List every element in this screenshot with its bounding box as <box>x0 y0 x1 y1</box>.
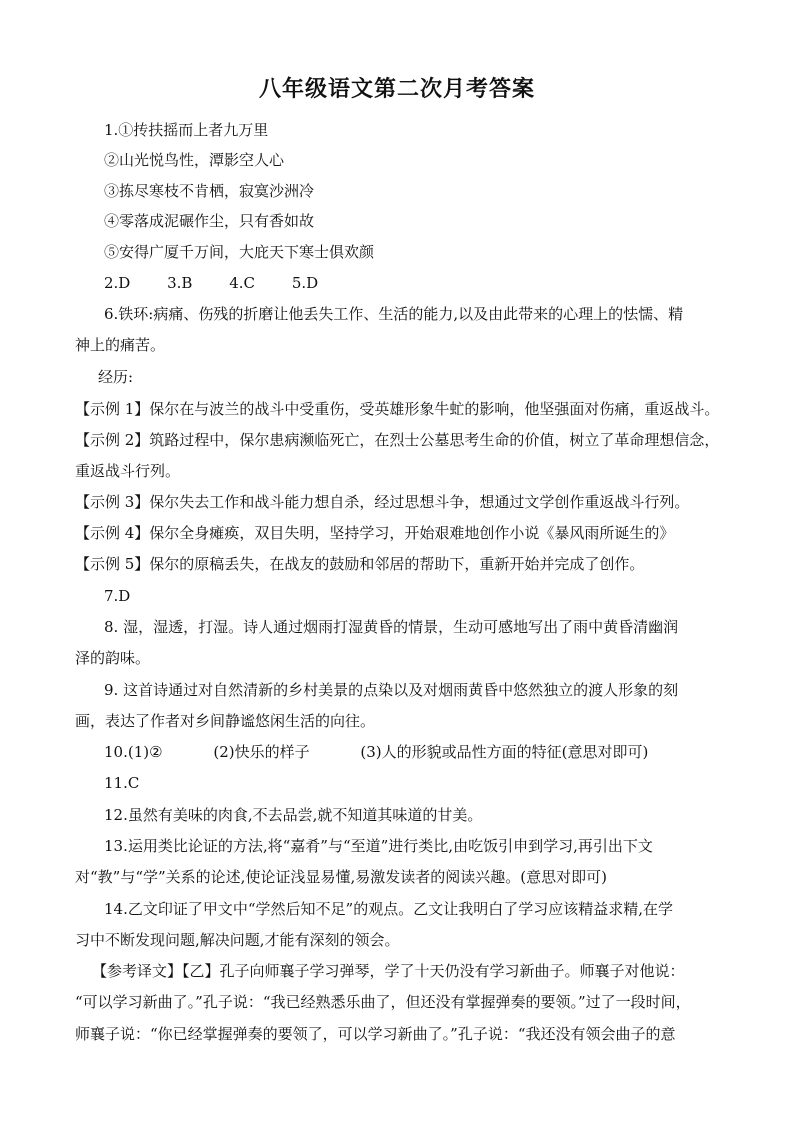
answer-line-6-cont: 神上的痛苦。 <box>75 336 166 354</box>
example-5: 【示例 5】保尔的原稿丢失，在战友的鼓励和邻居的帮助下，重新开始并完成了创作。 <box>75 555 645 573</box>
answer-11: 11.C <box>104 774 140 792</box>
answer-10-1: 10.(1)② <box>104 743 163 761</box>
answer-10-3: (3)人的形貌或品性方面的特征(意思对即可) <box>360 743 649 761</box>
translation-line-3: 师襄子说：“你已经掌握弹奏的要领了，可以学习新曲了。”孔子说：“我还没有领会曲子的意 <box>75 1025 676 1043</box>
example-4: 【示例 4】保尔全身瘫痪，双目失明，坚持学习，开始艰难地创作小说《暴风雨所诞生的》 <box>75 524 675 542</box>
answer-13-cont: 对“教”与“学”关系的论述,使论证浅显易懂,易激发读者的阅读兴趣。(意思对即可) <box>75 868 607 886</box>
answer-14-cont: 习中不断发现问题,解决问题,才能有深刻的领会。 <box>75 931 400 949</box>
translation-line-1: 【参考译文】【乙】孔子向师襄子学习弹琴，学了十天仍没有学习新曲子。师襄子对他说： <box>92 962 685 980</box>
translation-line-2: “可以学习新曲了。”孔子说：“我已经熟悉乐曲了，但还没有掌握弹奏的要领。”过了一段时间， <box>75 993 691 1011</box>
answer-2: 2.D <box>104 274 131 292</box>
example-1: 【示例 1】保尔在与波兰的战斗中受重伤，受英雄形象牛虻的影响，他坚强面对伤痛，重返战斗。 <box>75 400 720 418</box>
answer-8: 8. 湿，湿透，打湿。诗人通过烟雨打湿黄昏的情景，生动可感地写出了雨中黄昏清幽润 <box>104 618 679 636</box>
answer-12: 12.虽然有美味的肉食,不去品尝,就不知道其味道的甘美。 <box>104 806 483 824</box>
answer-line-3: ③拣尽寒枝不肯栖，寂寞沙洲冷 <box>104 182 315 200</box>
answer-5: 5.D <box>291 274 319 292</box>
answer-line-2: ②山光悦鸟性，潭影空人心 <box>104 151 285 169</box>
answer-9: 9. 这首诗通过对自然清新的乡村美景的点染以及对烟雨黄昏中悠然独立的渡人形象的刻 <box>104 681 679 699</box>
example-2-cont: 重返战斗行列。 <box>75 462 181 480</box>
answer-line-choices <box>104 273 318 293</box>
answer-line-6: 6.铁环:病痛、伤残的折磨让他丢失工作、生活的能力,以及由此带来的心理上的怯懦、精 <box>104 305 684 323</box>
answer-8-cont: 泽的韵味。 <box>75 649 151 667</box>
answer-line-4: ④零落成泥碾作尘，只有香如故 <box>104 212 315 230</box>
answer-3: 3.B <box>167 274 193 292</box>
answer-9-cont: 画，表达了作者对乡间静谧悠闲生活的向往。 <box>75 712 376 730</box>
answer-7: 7.D <box>104 587 131 605</box>
answer-13: 13.运用类比论证的方法,将“嘉肴”与“至道”进行类比,由吃饭引申到学习,再引出下文 <box>104 837 653 855</box>
example-2: 【示例 2】筑路过程中，保尔患病濒临死亡，在烈士公墓思考生命的价值，树立了革命理想信念， <box>75 431 720 449</box>
answer-14: 14.乙文印证了甲文中“学然后知不足”的观点。乙文让我明白了学习应该精益求精,在学 <box>104 900 673 918</box>
answer-10 <box>104 742 648 762</box>
experience-label: 经历: <box>98 368 134 386</box>
example-3: 【示例 3】保尔失去工作和战斗能力想自杀，经过思想斗争，想通过文学创作重返战斗行列。 <box>75 493 690 511</box>
answer-line-1: 1.①抟扶摇而上者九万里 <box>104 121 269 139</box>
answer-10-2: (2)快乐的样子 <box>213 743 310 761</box>
answer-4: 4.C <box>229 274 256 292</box>
answer-line-5: ⑤安得广厦千万间，大庇天下寒士俱欢颜 <box>104 243 375 261</box>
page-title: 八年级语文第二次月考答案 <box>258 77 535 102</box>
